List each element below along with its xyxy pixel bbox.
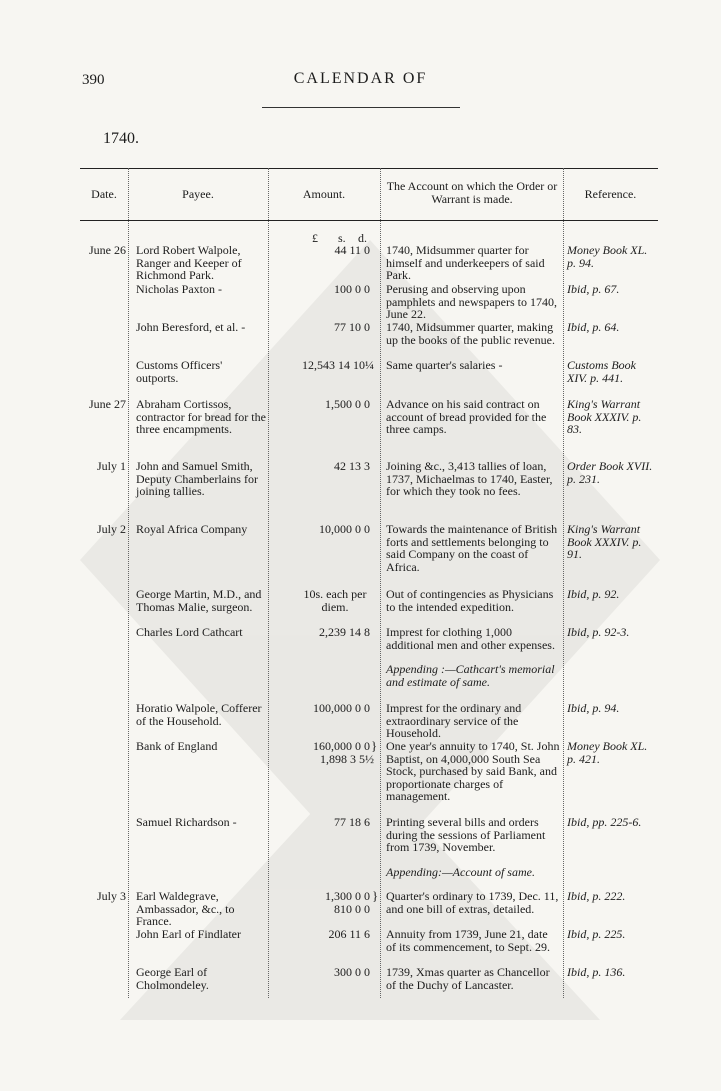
entry-reference: Ibid, p. 222. bbox=[567, 889, 626, 903]
entry-payee: Samuel Richardson - bbox=[136, 815, 237, 829]
entry-payee: Customs Officers' outports. bbox=[136, 358, 223, 385]
entry-account: 1740, Midsummer quarter for himself and underkeepers of said Park. bbox=[386, 243, 545, 282]
entry-account: Annuity from 1739, June 21, date of its commencement, to Sept. 29. bbox=[386, 927, 550, 954]
entry-reference: Ibid, p. 136. bbox=[567, 965, 626, 979]
column-divider bbox=[268, 168, 269, 998]
entry-account: Out of contingencies as Physicians to the intended expedition. bbox=[386, 587, 554, 614]
entry-amount: 44 11 0 bbox=[334, 243, 370, 257]
entry-account: Advance on his said contract on account of bread provided for the three camps. bbox=[386, 397, 547, 436]
entry-date: June 26 bbox=[89, 243, 126, 257]
entry-amount-second: 810 0 0 bbox=[334, 902, 370, 916]
unit-pence: d. bbox=[358, 231, 367, 245]
entry-reference: Ibid, p. 67. bbox=[567, 282, 620, 296]
entry-payee: Horatio Walpole, Cofferer of the Household. bbox=[136, 701, 262, 728]
entry-amount: 42 13 3 bbox=[334, 459, 370, 473]
entry-reference: Money Book XL. p. 421. bbox=[567, 739, 648, 766]
page-number: 390 bbox=[82, 72, 105, 88]
entry-amount: 1,300 0 0 bbox=[325, 889, 370, 903]
entry-payee: John Earl of Findlater bbox=[136, 927, 241, 941]
entry-reference: Order Book XVII. p. 231. bbox=[567, 459, 653, 486]
entry-payee: Nicholas Paxton - bbox=[136, 282, 222, 296]
entry-amount: 206 11 6 bbox=[328, 927, 370, 941]
entry-account: Towards the maintenance of British forts and settlements belonging to said Company on the coast of Africa. bbox=[386, 522, 558, 574]
entry-account: Same quarter's salaries - bbox=[386, 358, 503, 372]
entry-appending: Appending :—Cathcart's memorial and estimate of same. bbox=[386, 662, 555, 689]
entry-payee: John and Samuel Smith, Deputy Chamberlains for joining tallies. bbox=[136, 459, 258, 498]
entry-payee: Abraham Cortissos, contractor for bread for the three encampments. bbox=[136, 397, 266, 436]
entry-amount: 1,500 0 0 bbox=[325, 397, 370, 411]
entry-date: July 1 bbox=[96, 459, 126, 473]
entry-amount: 300 0 0 bbox=[334, 965, 370, 979]
entry-reference: Ibid, p. 92-3. bbox=[567, 625, 630, 639]
entry-reference: Ibid, pp. 225-6. bbox=[567, 815, 642, 829]
header-date: Date. bbox=[91, 187, 117, 201]
entry-payee: Lord Robert Walpole, Ranger and Keeper of Richmond Park. bbox=[136, 243, 242, 282]
entry-reference: Money Book XL. p. 94. bbox=[567, 243, 648, 270]
entry-amount-second: 1,898 3 5½ bbox=[320, 752, 374, 766]
entry-account: 1739, Xmas quarter as Chancellor of the Duchy of Lancaster. bbox=[386, 965, 550, 992]
entry-amount: 2,239 14 8 bbox=[319, 625, 370, 639]
header-payee: Payee. bbox=[182, 187, 214, 201]
entry-appending: Appending:—Account of same. bbox=[386, 865, 535, 879]
entry-payee: Charles Lord Cathcart bbox=[136, 625, 243, 639]
entry-reference: Ibid, p. 94. bbox=[567, 701, 620, 715]
table-header-rule bbox=[80, 220, 658, 221]
column-divider bbox=[563, 168, 564, 998]
entry-reference: Ibid, p. 225. bbox=[567, 927, 626, 941]
entry-account: Imprest for clothing 1,000 additional men and other expenses. bbox=[386, 625, 555, 652]
entry-reference: Customs Book XIV. p. 441. bbox=[567, 358, 636, 385]
entry-account: Joining &c., 3,413 tallies of loan, 1737, Michaelmas to 1740, Easter, for which they took no fees. bbox=[386, 459, 553, 498]
entry-reference: King's Warrant Book XXXIV. p. 83. bbox=[567, 397, 642, 436]
entry-amount: 100,000 0 0 bbox=[313, 701, 370, 715]
entry-account: Printing several bills and orders during the sessions of Parliament from 1739, November. bbox=[386, 815, 546, 854]
entry-amount: 100 0 0 bbox=[334, 282, 370, 296]
running-head: CALENDAR OF bbox=[293, 70, 428, 87]
entry-reference: King's Warrant Book XXXIV. p. 91. bbox=[567, 522, 642, 561]
entry-amount: 10,000 0 0 bbox=[319, 522, 370, 536]
entry-amount: 10s. each per diem. bbox=[303, 587, 367, 614]
entry-date: June 27 bbox=[89, 397, 126, 411]
unit-pounds: £ bbox=[312, 231, 318, 245]
entry-amount: 77 10 0 bbox=[334, 320, 370, 334]
header-reference: Reference. bbox=[584, 187, 637, 201]
entry-amount: 77 18 6 bbox=[334, 815, 370, 829]
entry-account: Quarter's ordinary to 1739, Dec. 11, and one bill of extras, detailed. bbox=[386, 889, 559, 916]
brace: } bbox=[371, 738, 378, 753]
entry-account: Imprest for the ordinary and extraordinary service of the Household. bbox=[386, 701, 522, 740]
entry-date: July 2 bbox=[96, 522, 126, 536]
header-account: The Account on which the Order or Warrant is made. bbox=[386, 179, 558, 206]
table-top-rule bbox=[80, 168, 658, 169]
entry-account: Perusing and observing upon pamphlets and newspapers to 1740, June 22. bbox=[386, 282, 557, 321]
entry-payee: George Earl of Cholmondeley. bbox=[136, 965, 209, 992]
unit-shillings: s. bbox=[338, 231, 346, 245]
year-heading: 1740. bbox=[103, 130, 139, 147]
entry-account: 1740, Midsummer quarter, making up the books of the public revenue. bbox=[386, 320, 555, 347]
brace: } bbox=[372, 888, 379, 903]
entry-date: July 3 bbox=[96, 889, 126, 903]
entry-payee: Royal Africa Company bbox=[136, 522, 248, 536]
entry-payee: John Beresford, et al. - bbox=[136, 320, 246, 334]
column-divider bbox=[128, 168, 129, 998]
header-amount: Amount. bbox=[302, 187, 346, 201]
entry-payee: Earl Waldegrave, Ambassador, &c., to France. bbox=[136, 889, 235, 928]
entry-payee: George Martin, M.D., and Thomas Malie, surgeon. bbox=[136, 587, 262, 614]
header-rule bbox=[262, 107, 460, 108]
entry-amount: 160,000 0 0 bbox=[313, 739, 370, 753]
entry-account: One year's annuity to 1740, St. John Baptist, on 4,000,000 South Sea Stock, purchased by said Bank, and proportionate charges of management. bbox=[386, 739, 560, 803]
entry-reference: Ibid, p. 92. bbox=[567, 587, 620, 601]
entry-payee: Bank of England bbox=[136, 739, 218, 753]
entry-reference: Ibid, p. 64. bbox=[567, 320, 620, 334]
column-divider bbox=[380, 168, 381, 998]
entry-amount: 12,543 14 10¼ bbox=[302, 358, 374, 372]
